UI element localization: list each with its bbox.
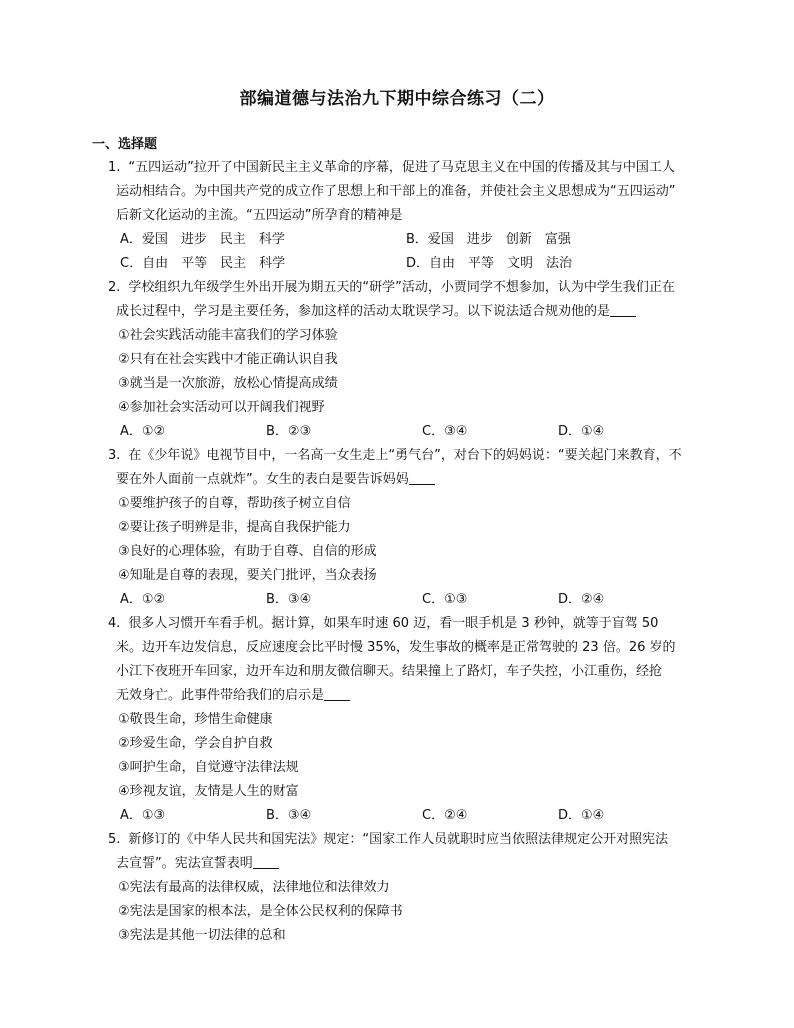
question-stem-line bbox=[92, 276, 704, 300]
question-4 bbox=[92, 612, 704, 828]
question-2 bbox=[92, 276, 704, 444]
answer-option[interactable]: C．②④ bbox=[422, 808, 468, 823]
answer-option[interactable]: A．爱国 进步 民主 科学 bbox=[120, 232, 285, 247]
statement-item: ③良好的心理体验，有助于自尊、自信的形成 bbox=[118, 544, 377, 559]
statement-item: ①宪法有最高的法律权威，法律地位和法律效力 bbox=[118, 880, 390, 895]
answer-blank[interactable] bbox=[253, 854, 279, 869]
question-stem-text: 要在外人面前一点就炸”。女生的表白是要告诉妈妈 bbox=[116, 472, 409, 487]
question-stem-line bbox=[92, 636, 704, 660]
statement-item: ④参加社会实活动可以开阔我们视野 bbox=[118, 400, 325, 415]
statement-item: ②宪法是国家的根本法，是全体公民权利的保障书 bbox=[118, 904, 403, 919]
statement-item: ②只有在社会实践中才能正确认识自我 bbox=[118, 352, 338, 367]
statement-item: ③宪法是其他一切法律的总和 bbox=[118, 928, 286, 943]
question-stem-line bbox=[92, 156, 704, 180]
question-stem-line bbox=[92, 660, 704, 684]
question-stem-text: 很多人习惯开车看手机。据计算，如果车时速 60 迈，看一眼手机是 3 秒钟，就等于盲驾 50 bbox=[128, 616, 659, 631]
answer-blank[interactable] bbox=[409, 470, 435, 485]
answer-option[interactable]: A．①② bbox=[120, 424, 166, 439]
question-3 bbox=[92, 444, 704, 612]
options-row bbox=[92, 588, 704, 612]
question-stem-text: 米。边开车边发信息，反应速度会比平时慢 35%，发生事故的概率是正常驾驶的 23 倍。26 岁的 bbox=[116, 640, 676, 655]
question-stem-text: 在《少年说》电视节目中，一名高一女生走上“勇气台”，对台下的妈妈说：“要关起门来教育，不 bbox=[128, 448, 682, 463]
answer-option[interactable]: D．②④ bbox=[558, 592, 605, 607]
section-heading: 一、选择题 bbox=[92, 137, 158, 152]
answer-option[interactable]: A．①③ bbox=[120, 808, 166, 823]
statement-item: ③呵护生命，自觉遵守法律法规 bbox=[118, 760, 299, 775]
answer-option[interactable]: D．①④ bbox=[558, 424, 605, 439]
question-stem-line bbox=[92, 204, 704, 228]
question-stem-text: 后新文化运动的主流。“五四运动”所孕育的精神是 bbox=[116, 208, 403, 223]
question-stem-line bbox=[92, 828, 704, 852]
options-row bbox=[92, 228, 704, 252]
question-stem-line bbox=[92, 612, 704, 636]
question-stem-text: 运动相结合。为中国共产党的成立作了思想上和干部上的准备，并使社会主义思想成为“五四运动” bbox=[116, 184, 676, 199]
question-number: 4. bbox=[108, 616, 121, 631]
answer-option[interactable]: B．爱国 进步 创新 富强 bbox=[406, 232, 571, 247]
options-row bbox=[92, 420, 704, 444]
statement-item: ②要让孩子明辨是非，提高自我保护能力 bbox=[118, 520, 351, 535]
question-stem-line bbox=[92, 180, 704, 204]
answer-blank[interactable] bbox=[324, 686, 350, 701]
question-stem-text: “五四运动”拉开了中国新民主主义革命的序幕，促进了马克思主义在中国的传播及其与中国工人 bbox=[128, 160, 675, 175]
answer-option[interactable]: B．②③ bbox=[266, 424, 312, 439]
answer-option[interactable]: A．①② bbox=[120, 592, 166, 607]
question-stem-text: 学校组织九年级学生外出开展为期五天的“研学”活动，小贾同学不想参加，认为中学生我们正在 bbox=[128, 280, 675, 295]
question-1 bbox=[92, 156, 704, 276]
question-number: 5. bbox=[108, 832, 121, 847]
question-stem-text: 无效身亡。此事件带给我们的启示是 bbox=[116, 688, 325, 703]
answer-option[interactable]: D．自由 平等 文明 法治 bbox=[406, 256, 573, 271]
answer-option[interactable]: B．③④ bbox=[266, 808, 312, 823]
answer-option[interactable]: C．自由 平等 民主 科学 bbox=[120, 256, 286, 271]
question-stem-text: 小江下夜班开车回家，边开车边和朋友微信聊天。结果撞上了路灯，车子失控，小江重伤，经抢 bbox=[116, 664, 663, 679]
options-row bbox=[92, 804, 704, 828]
question-number: 2. bbox=[108, 280, 121, 295]
options-row bbox=[92, 252, 704, 276]
question-number: 1. bbox=[108, 160, 121, 175]
statement-item: ①敬畏生命，珍惜生命健康 bbox=[118, 712, 273, 727]
statement-item: ④知耻是自尊的表现，要关门批评，当众表扬 bbox=[118, 568, 377, 583]
question-stem-line bbox=[92, 684, 704, 708]
statement-item: ②珍爱生命，学会自护自救 bbox=[118, 736, 273, 751]
statement-item: ③就当是一次旅游，放松心情提高成绩 bbox=[118, 376, 338, 391]
question-number: 3. bbox=[108, 448, 121, 463]
question-stem-line bbox=[92, 852, 704, 876]
statement-item: ①社会实践活动能丰富我们的学习体验 bbox=[118, 328, 338, 343]
question-stem-text: 去宣誓”。宪法宣誓表明 bbox=[116, 856, 253, 871]
question-list bbox=[92, 156, 704, 948]
question-stem-line bbox=[92, 468, 704, 492]
page-title: 部编道德与法治九下期中综合练习（二） bbox=[239, 89, 555, 109]
statement-item: ①要维护孩子的自尊，帮助孩子树立自信 bbox=[118, 496, 351, 511]
question-5 bbox=[92, 828, 704, 948]
answer-option[interactable]: C．③④ bbox=[422, 424, 468, 439]
answer-option[interactable]: D．①④ bbox=[558, 808, 605, 823]
statement-item: ④珍视友谊，友情是人生的财富 bbox=[118, 784, 299, 799]
question-stem-line bbox=[92, 444, 704, 468]
answer-blank[interactable] bbox=[610, 302, 636, 317]
answer-option[interactable]: B．③④ bbox=[266, 592, 312, 607]
question-stem-text: 新修订的《中华人民共和国宪法》规定：“国家工作人员就职时应当依照法律规定公开对照宪法 bbox=[128, 832, 669, 847]
question-stem-text: 成长过程中，学习是主要任务，参加这样的活动太耽误学习。以下说法适合规劝他的是 bbox=[116, 304, 611, 319]
question-stem-line bbox=[92, 300, 704, 324]
answer-option[interactable]: C．①③ bbox=[422, 592, 468, 607]
